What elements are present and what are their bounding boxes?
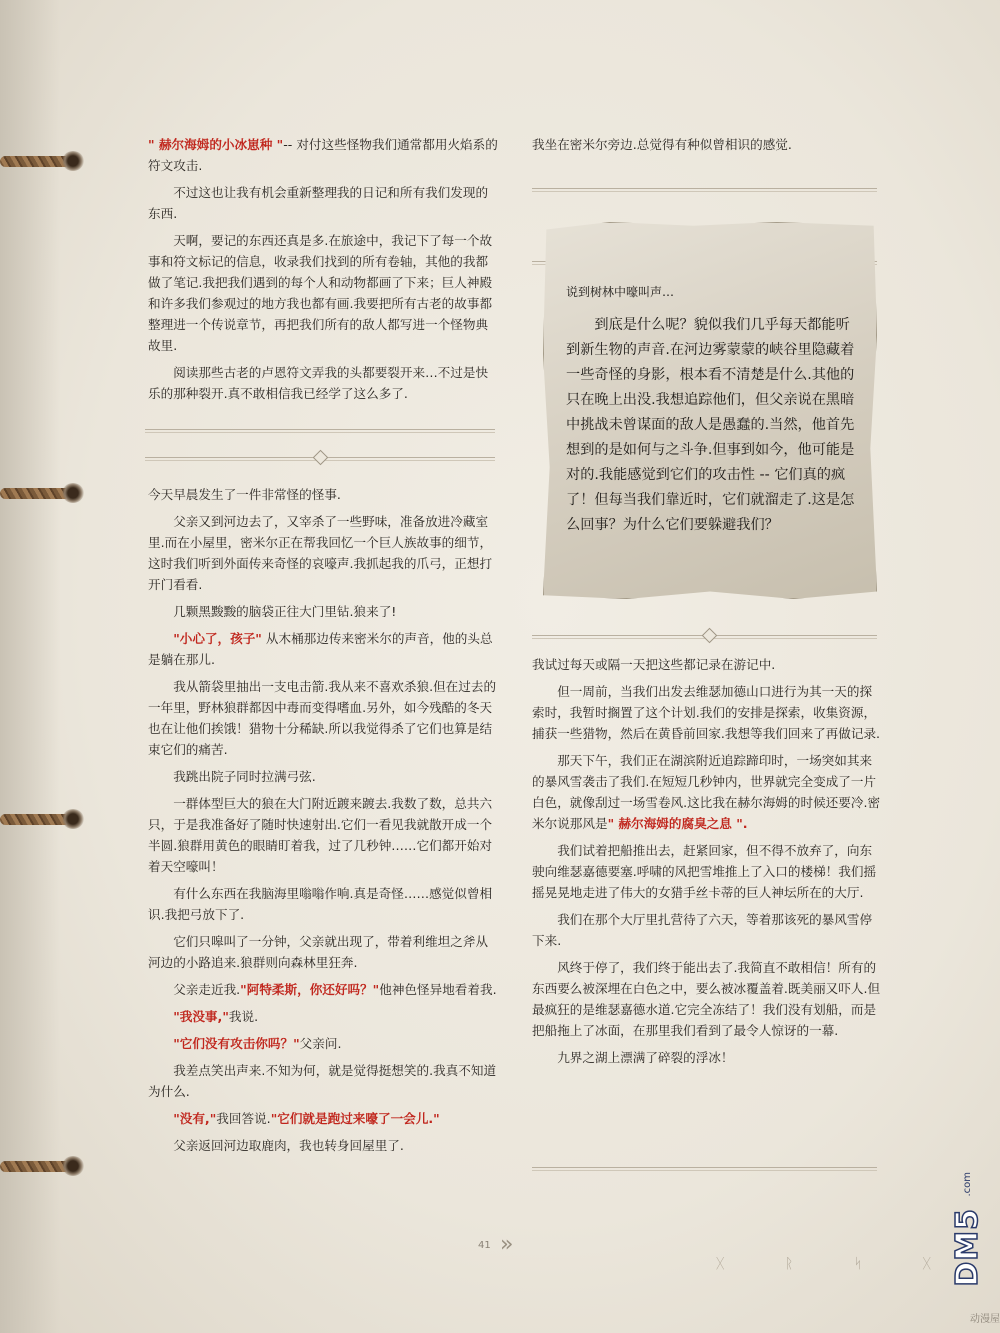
paragraph: 我从箭袋里抽出一支电击箭.我从来不喜欢杀狼.但在过去的一年里，野林狼群都因中毒而变得嗜血.另外，如今残酷的冬天也在让他们挨饿！猎物十分稀缺.所以我觉得杀了它们也算是结束它们的痛苦. [148,679,497,757]
paragraph-text: 父亲走近我. [173,982,241,997]
paragraph: 今天早晨发生了一件非常怪的怪事. [148,487,341,502]
divider-line [145,429,495,433]
right-top-section [532,134,884,161]
paragraph [532,750,884,834]
binding-rope-4 [0,1155,92,1177]
paragraph: 阅读那些古老的卢恩符文弄我的头都要裂开来…不过是快乐的那种裂开.真不敢相信我已经学了这么多了. [148,365,489,401]
paragraph: 风终于停了，我们终于能出去了.我简直不敢相信！所有的东西要么被深埋在白色之中，要么被冰覆盖着.既美丽又吓人.但最疯狂的是维瑟嘉德水道.它完全冻结了！我们没有划船，而是把船拖上了冰面，在那里我们看到了最令人惊讶的一幕. [532,960,881,1038]
rune-glyphs: ᚷ ᚱ ᛋ ᚷ [716,1256,959,1272]
quote-red: "我没事," [173,1009,229,1024]
quote-red: "它们没有攻击你吗？" [173,1036,300,1051]
paragraph-text: -- 对付这些怪物我们通常都用火焰系的符文攻击. [148,137,498,173]
section-divider [145,452,495,464]
left-bottom-section [148,484,500,1162]
binding-rope-2 [0,482,92,504]
binding-hole-icon [62,809,84,829]
paragraph: 我们在那个大厅里扎营待了六天，等着那该死的暴风雪停下来. [532,912,873,948]
section-divider [532,630,877,642]
paragraph [148,134,500,176]
section-divider [532,1162,877,1174]
paragraph: 有什么东西在我脑海里嗡嗡作响.真是奇怪……感觉似曾相识.我把弓放下了. [148,886,493,922]
paragraph-text: 我回答说. [216,1111,271,1126]
quote-red: "小心了，孩子" [173,631,262,646]
left-top-section [148,134,500,410]
paragraph: 天啊，要记的东西还真是多.在旅途中，我记下了每一个故事和符文标记的信息，收录我们找到的所有卷轴，其他的我都做了笔记.我把我们遇到的每个人和动物都画了下来；巨人神殿和许多我们参观过的地方我也都有画.我要把所有古老的故事都整理进一个传说章节，再把我们所有的敌人都写进一个怪物典故里. [148,233,493,353]
paragraph: 不过这也让我有机会重新整理我的日记和所有我们发现的东西. [148,185,489,221]
paragraph: 我试过每天或隔一天把这些都记录在游记中. [532,657,776,672]
paragraph: 父亲返回河边取鹿肉，我也转身回屋里了. [173,1138,404,1153]
paragraph: 我坐在密米尔旁边.总觉得有种似曾相识的感觉. [532,137,792,152]
site-watermark [950,1172,1000,1330]
watermark-logo: DM5 [950,1208,985,1287]
divider-line [532,1167,877,1171]
binding-hole-icon [62,1156,84,1176]
paragraph [148,1006,500,1027]
binding-hole-icon [62,483,84,503]
paragraph-text: 父亲问. [299,1036,342,1051]
rope [0,156,70,167]
paragraph: 它们只嗥叫了一分钟，父亲就出现了，带着利维坦之斧从河边的小路追来.狼群则向森林里狂奔. [148,934,489,970]
binding-rope-3 [0,808,92,830]
paragraph-text: 那天下午，我们正在湖滨附近追踪蹄印时，一场突如其来的暴风雪袭击了我们.在短短几秒钟内，世界就完全变成了一片白色，就像刮过一场雪卷风.这比我在赫尔海姆的时候还要冷.密米尔说那风是 [532,753,881,831]
paragraph: 但一周前，当我们出发去维瑟加德山口进行为其一天的探索时，我暂时搁置了这个计划.我们的安排是探索，收集资源，捕获一些猎物，然后在黄昏前回家.我想等我们回来了再做记录. [532,684,881,741]
paragraph-text: 他神色怪异地看着我. [379,982,497,997]
paragraph [148,1108,500,1129]
rope [0,488,70,499]
paragraph [148,979,500,1000]
paragraph: 我跳出院子同时拉满弓弦. [173,769,316,784]
paragraph: 我们试着把船推出去，赶紧回家，但不得不放弃了，向东驶向维瑟嘉德要塞.呼啸的风把雪堆推上了入口的楼梯！我们摇摇晃晃地走进了伟大的女猎手丝卡蒂的巨人神坛所在的大厅. [532,843,877,900]
right-bottom-section [532,654,884,1074]
binding-edge-shadow [0,0,60,1333]
paragraph [148,1033,500,1054]
rope [0,1161,70,1172]
note-content [566,280,858,538]
binding-rope-1 [0,150,92,172]
diamond-ornament-icon [313,450,329,466]
paragraph: 我差点笑出声来.不知为何，就是觉得挺想笑的.我真不知道为什么. [148,1063,497,1099]
paragraph: 九界之湖上漂满了碎裂的浮冰！ [557,1050,734,1065]
quote-red: " 赫尔海姆的小冰崽种 " [148,137,284,152]
binding-hole-icon [62,151,84,171]
paragraph-text: 我说. [228,1009,259,1024]
quote-red: "阿特柔斯，你还好吗？" [240,982,380,997]
paragraph [148,628,500,670]
divider-line [532,188,877,192]
rope [0,814,70,825]
chevron-right-icon: » [500,1232,510,1257]
paragraph: 几颗黑黢黢的脑袋正往大门里钻.狼来了! [173,604,397,619]
quote-red: " 赫尔海姆的腐臭之息 ". [607,816,748,831]
watermark-caption: 动漫屋 [970,1314,1000,1325]
paragraph-text: 从木桶那边传来密米尔的声音，他的头总是躺在那儿. [148,631,493,667]
watermark-domain: .com [962,1172,973,1197]
page-number: 41 [478,1240,491,1251]
quote-red: "没有," [173,1111,217,1126]
section-divider [145,424,495,436]
paragraph: 父亲又到河边去了，又宰杀了一些野味，准备放进冷藏室里.而在小屋里，密米尔正在帮我回忆一个巨人族故事的细节，这时我们听到外面传来奇怪的哀嚎声.我抓起我的爪弓，正想打开门看看. [148,514,493,592]
note-title: 说到树林中嚎叫声… [566,285,675,299]
paragraph: 一群体型巨大的狼在大门附近踱来踱去.我数了数，总共六只，于是我准备好了随时快速射出.它们一看见我就散开成一个半圆.狼群用黄色的眼睛盯着我，过了几秒钟……它们都开始对着天空嚎叫！ [148,796,493,874]
note-body: 到底是什么呢？貌似我们几乎每天都能听到新生物的声音.在河边雾蒙蒙的峡谷里隐藏着一些奇怪的身影，根本看不清楚是什么.其他的只在晚上出没.我想追踪他们，但父亲说在黑暗中挑战未曾谋面的敌人是愚蠢的.当然，他首先想到的是如何与之斗争.但事到如今，他可能是对的.我能感觉到它们的攻击性 -- 它们真的疯了！但每当我们靠近时，它们就溜走了.这是怎么回事？为什么它们要躲避我们？ [566,317,855,533]
section-divider [532,183,877,195]
quote-red: "它们就是跑过来嚎了一会儿." [270,1111,440,1126]
diamond-ornament-icon [702,628,718,644]
